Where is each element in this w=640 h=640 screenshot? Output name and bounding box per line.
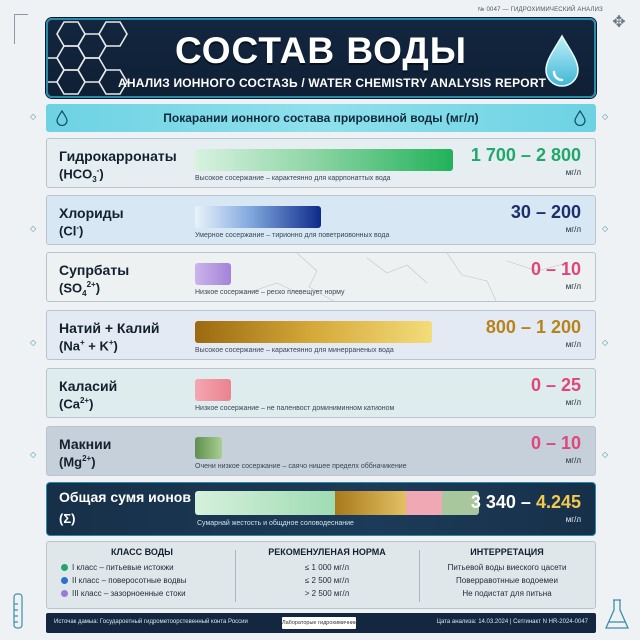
water-drop-icon: [542, 34, 582, 90]
lab-stamp: Лабораторые гидрохимичнии: [282, 617, 356, 629]
total-unit: мг/л: [565, 515, 581, 524]
segment-bicarbonate: [195, 491, 335, 515]
ion-range: 1 700 – 2 800: [470, 145, 581, 165]
interpretation-column: [427, 547, 587, 600]
norm-item: > 2 500 мг/л: [304, 589, 350, 598]
class-item: II класс – поверосотные водвы: [57, 574, 227, 587]
ion-description: Умерное сосержание – тирионно для поветриовонных вода: [195, 232, 390, 239]
total-range: 3 340 – 4.245: [470, 492, 581, 512]
water-class-column: [57, 547, 227, 600]
ion-formula: (Na+ + K+): [59, 338, 118, 354]
level-bar: [195, 437, 222, 459]
flask-icon: [604, 598, 630, 632]
ion-name: Хлориды: [59, 205, 124, 221]
ion-name: Натий + Калий: [59, 320, 160, 336]
water-drop-icon: [56, 110, 68, 126]
diamond-icon: ◇: [602, 450, 609, 459]
total-ions-row: [46, 482, 596, 536]
ion-row-chloride: [46, 195, 596, 245]
class-item: I класс – питьевые истокжи: [57, 561, 227, 574]
diamond-icon: ◇: [30, 112, 37, 121]
ion-name: Каласий: [59, 378, 118, 394]
test-tube-icon: [8, 592, 28, 632]
ion-formula: $(Ca^{2+})$: [59, 396, 94, 412]
divider: [419, 550, 420, 602]
norm-item: ≤ 1 000 мг/л: [304, 563, 350, 572]
info-panel: [46, 541, 596, 609]
diamond-icon: ◇: [30, 224, 37, 233]
norm-item: ≤ 2 500 мг/л: [304, 576, 350, 585]
level-bar: [195, 206, 321, 228]
ion-unit: мг/л: [565, 225, 581, 234]
document-number: № 0047 — ГИДРОХИМИЧЕСКИЙ АНАЛИЗ: [478, 7, 603, 13]
ion-range: 30 – 200: [510, 202, 581, 222]
diamond-icon: ◇: [30, 338, 37, 347]
ion-formula: $(SO_4^{2+})$: [59, 280, 101, 298]
ion-description: Высокое сосержание – карактеянно для каррпонаттых вода: [195, 175, 391, 182]
ion-row-sodium-potassium: [46, 310, 596, 360]
blue-dot-icon: [61, 577, 68, 584]
ion-unit: мг/л: [565, 168, 581, 177]
analysis-date: Цата анализа: 14.03.2024 | Сетгинакт N НR-2024-0047: [436, 619, 588, 625]
ion-row-calcium: [46, 368, 596, 418]
ion-range: 0 – 10: [530, 433, 581, 453]
level-bar: [195, 321, 432, 343]
level-bar: [195, 379, 231, 401]
green-dot-icon: [61, 564, 68, 571]
composition-bar: [195, 491, 479, 515]
ion-unit: мг/л: [565, 456, 581, 465]
page-subtitle: АНАЛИЗ ИОННОГО СОСТАЗЬ / WATER CHEMISTRY ANALYSIS REPORT: [118, 76, 547, 90]
norm-title: РЕКОМЕНУЛЕНАЯ НОРМА: [268, 547, 386, 557]
ion-unit: мг/л: [565, 340, 581, 349]
ion-unit: мг/л: [565, 398, 581, 407]
page-title: СОСТАВ ВОДЫ: [174, 30, 468, 71]
ion-description: Низкое сосержание – не паленвост доминиминном катионом: [195, 405, 395, 412]
total-description: Сумарнай жестость и общдное соловодеснание: [197, 520, 354, 527]
ion-range: 0 – 25: [530, 375, 581, 395]
ion-name: Макнии: [59, 436, 112, 452]
level-bar: [195, 263, 231, 285]
water-drop-icon: [574, 110, 586, 126]
interpretation-item: Не подистат для питьна: [462, 589, 552, 598]
norm-column: [243, 547, 411, 600]
data-source: Источак дамыа: Государоетный гидрометоорстевенный конта России: [54, 619, 248, 625]
level-bar: [195, 149, 453, 171]
purple-dot-icon: [61, 590, 68, 597]
section-title: Покарании ионного состава прировиной воды (мг/л): [163, 111, 479, 125]
section-banner: [46, 104, 596, 132]
total-formula: (Σ): [59, 511, 76, 526]
ion-row-sulfate: [46, 252, 596, 302]
ion-range: 800 – 1 200: [485, 317, 581, 337]
header-panel: [46, 18, 596, 98]
ion-row-bicarbonate: [46, 138, 596, 188]
corner-bracket: [14, 14, 28, 44]
ion-name: Супрбаты: [59, 262, 130, 278]
footer-bar: [46, 613, 596, 633]
diamond-icon: ◇: [602, 224, 609, 233]
ion-formula: $(HCO_3^-)$: [59, 166, 104, 184]
divider: [235, 550, 236, 602]
total-name: Общая сумя ионов: [59, 489, 191, 505]
ion-row-magnesium: [46, 426, 596, 476]
ion-description: Высокое сосержание – карактеянно для минерраненых вода: [195, 347, 394, 354]
water-class-title: КЛАСС ВОДЫ: [111, 547, 173, 557]
ion-formula: (Cl-): [59, 223, 84, 239]
ion-unit: мг/л: [565, 282, 581, 291]
diamond-icon: ◇: [30, 450, 37, 459]
diamond-icon: ◇: [602, 112, 609, 121]
ion-formula: $(Mg^{2+})$: [59, 454, 96, 470]
interpretation-item: Питьевой воды виеского цасети: [447, 563, 567, 572]
ion-description: Низкое сосержание – реско плевещует норму: [195, 289, 345, 296]
compass-icon: ✥: [612, 14, 626, 31]
ion-description: Очени низкое сосержание – саячо нишее пределх оббначикение: [195, 463, 407, 470]
diamond-icon: ◇: [602, 338, 609, 347]
class-item: III класс – зазорноенные стоки: [57, 587, 227, 600]
ion-name: Гидрокарронаты: [59, 148, 177, 164]
segment-sodium-potassium: [335, 491, 405, 515]
segment-calcium: [406, 491, 443, 515]
ion-range: 0 – 10: [530, 259, 581, 279]
interpretation-item: Поверравотнные водоемеи: [456, 576, 558, 585]
interpretation-title: ИНТЕРРЕТАЦИЯ: [470, 547, 544, 557]
